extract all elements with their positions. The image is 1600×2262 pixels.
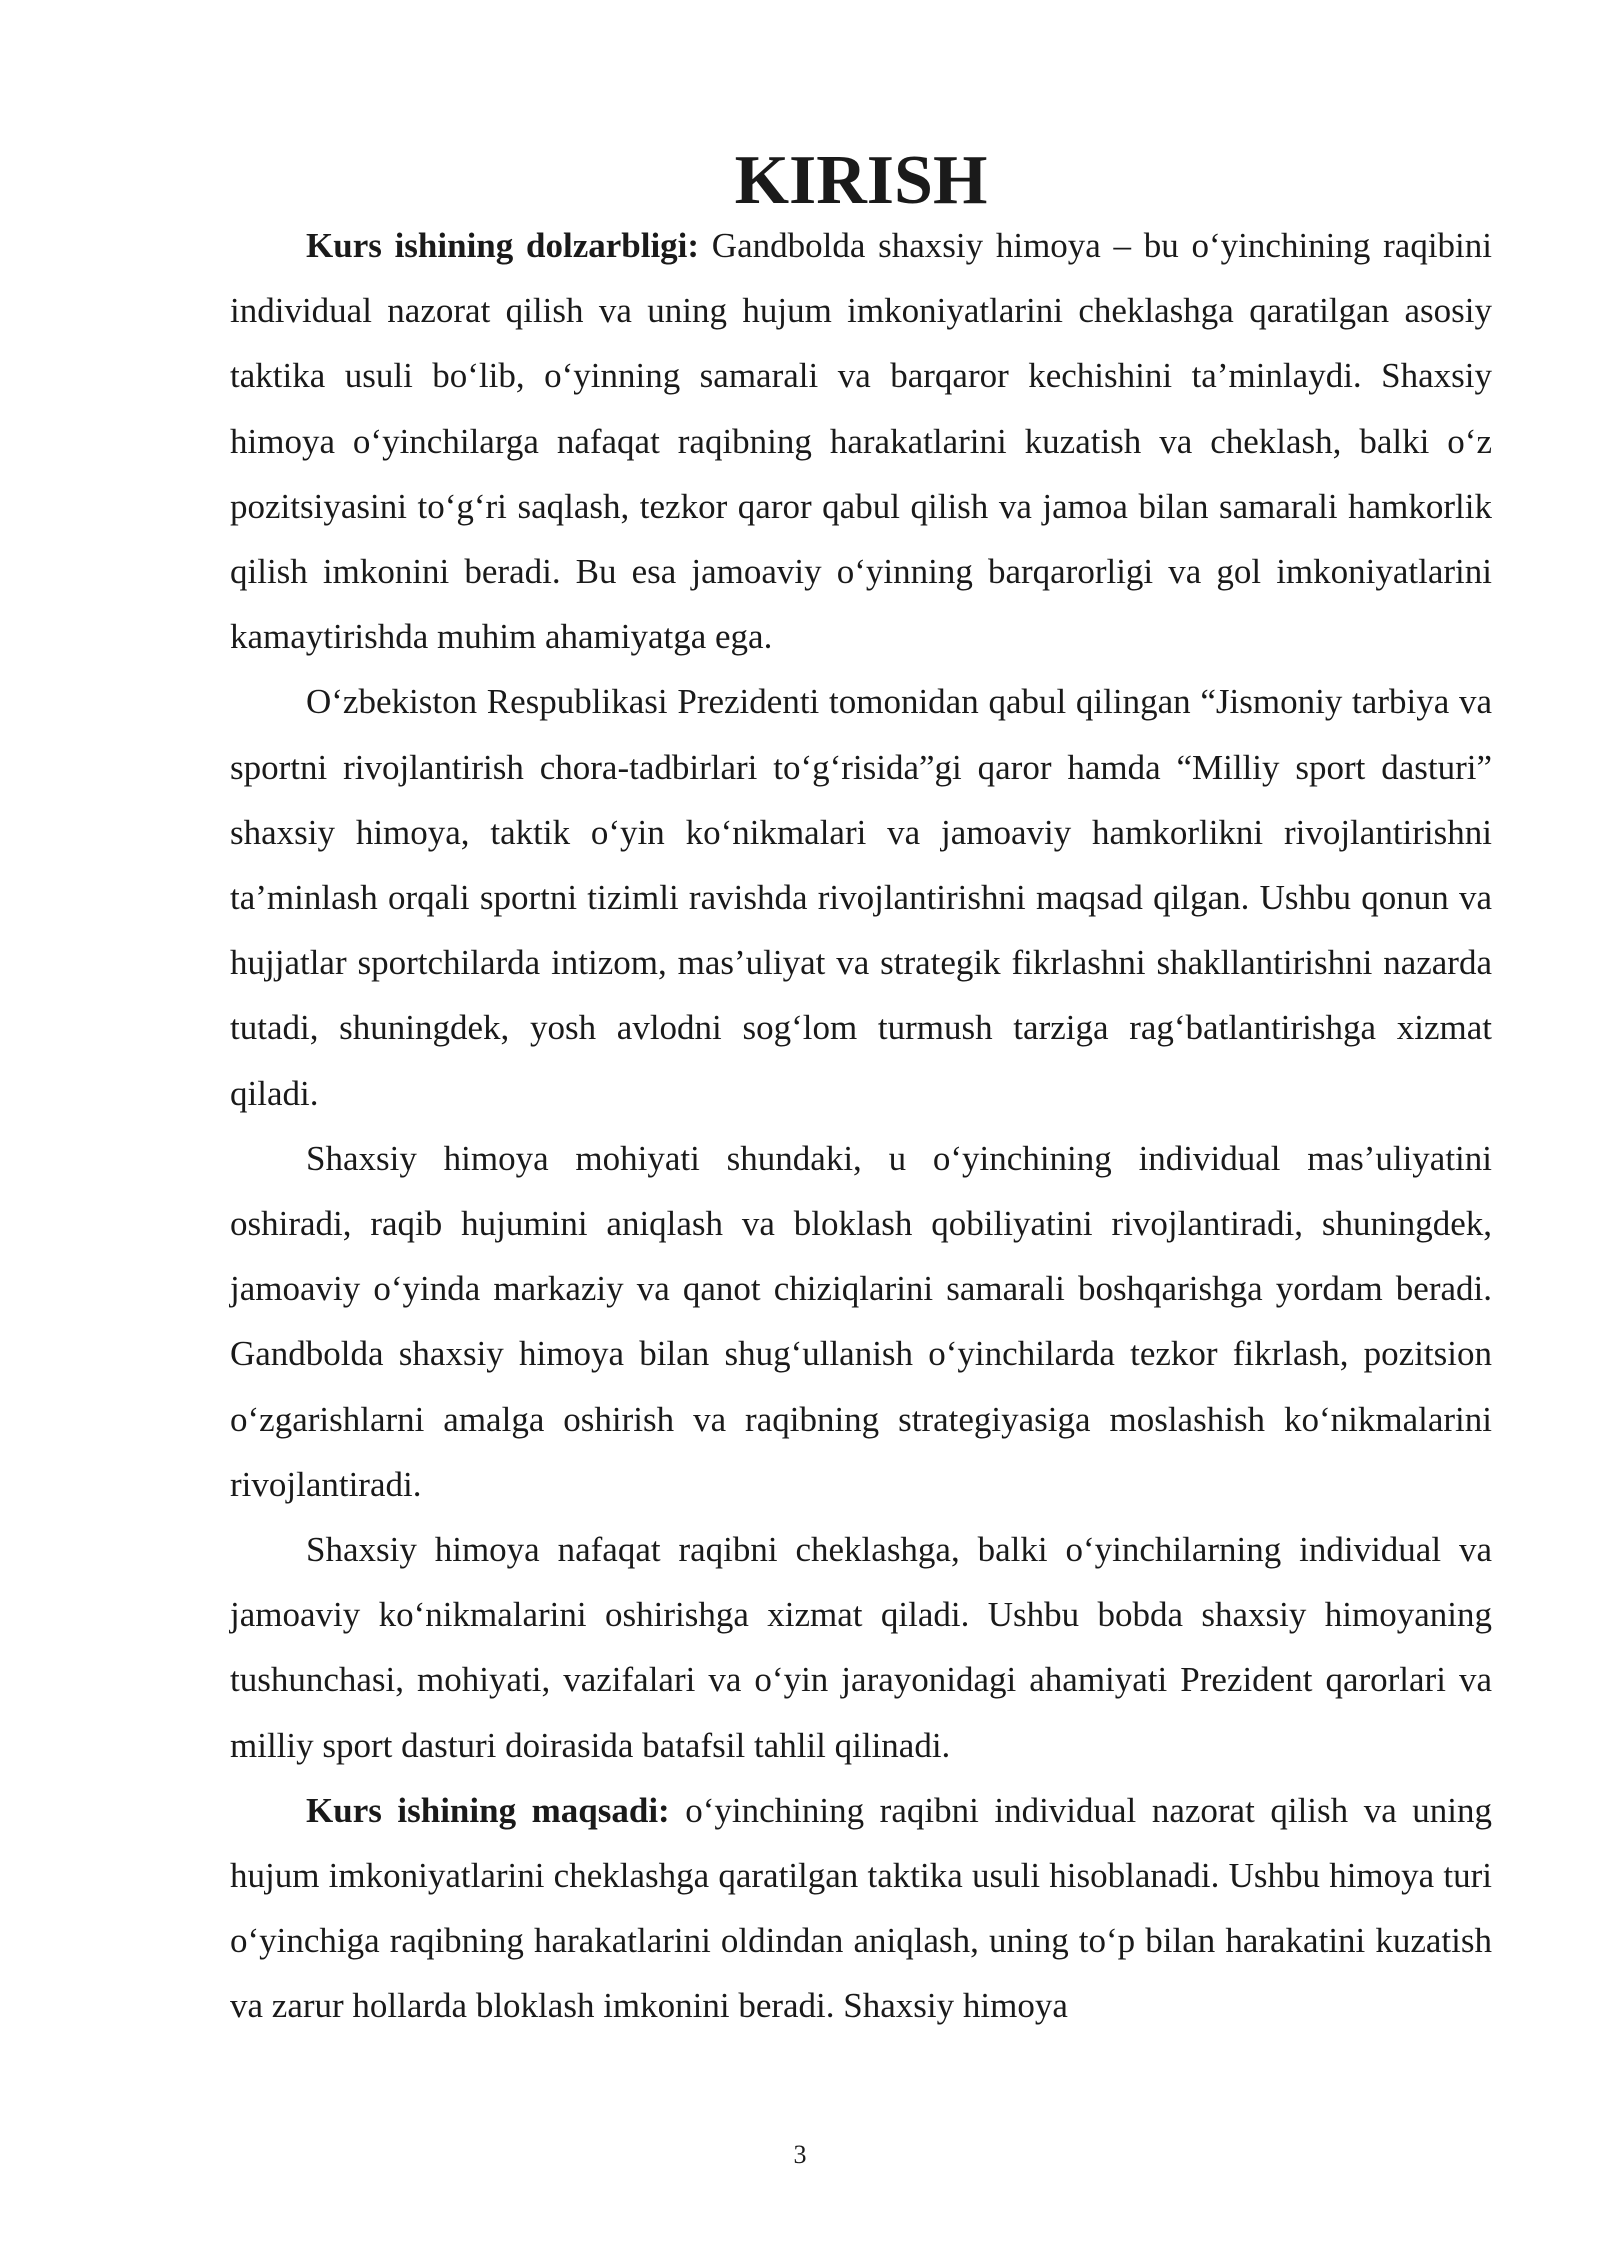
page-number: 3 [793, 2140, 807, 2169]
paragraph-text: Gandbolda shaxsiy himoya – bu o‘yinchining raqibini individual nazorat qilish va uning hujum imkoniyatlarini cheklashga qaratilgan asosiy taktika usuli bo‘lib, o‘yinning samarali va barqaror kechishini ta’minlaydi. Shaxsiy himoya o‘yinchilarga nafaqat raqibning harakatlarini kuzatish va cheklash, balki o‘z pozitsiyasini to‘g‘ri saqlash, tezkor qaror qabul qilish va jamoa bilan samarali hamkorlik qilish imkonini beradi. Bu esa jamoaviy o‘yinning barqarorligi va gol imkoniyatlarini kamaytirishda muhim ahamiyatga ega. [230, 226, 1492, 657]
paragraph-skills [230, 1517, 1492, 1778]
paragraph-lead: Kurs ishining maqsadi: [306, 1790, 670, 1830]
paragraph-text: O‘zbekiston Respublikasi Prezidenti tomonidan qabul qilingan “Jismoniy tarbiya va sportni rivojlantirish chora-tadbirlari to‘g‘risida”gi qaror hamda “Milliy sport dasturi” shaxsiy himoya, taktik o‘yin ko‘nikmalari va jamoaviy hamkorlikni rivojlantirishni ta’minlash orqali sportni tizimli ravishda rivojlantirishni maqsad qilgan. Ushbu qonun va hujjatlar sportchilarda intizom, mas’uliyat va strategik fikrlashni shakllantirishni nazarda tutadi, shuningdek, yosh avlodni sog‘lom turmush tarziga rag‘batlantirishga xizmat qiladi. [230, 682, 1492, 1113]
page-content [230, 142, 1493, 2039]
paragraph-text: Shaxsiy himoya nafaqat raqibni cheklashga, balki o‘yinchilarning individual va jamoaviy ko‘nikmalarini oshirishga xizmat qiladi. Ushbu bobda shaxsiy himoyaning tushunchasi, mohiyati, vazifalari va o‘yin jarayonidagi ahamiyati Prezident qarorlari va milliy sport dasturi doirasida batafsil tahlil qilinadi. [230, 1530, 1492, 1765]
paragraph-goal [230, 1778, 1492, 2039]
paragraph-lead: Kurs ishining dolzarbligi: [306, 226, 700, 265]
paragraph-text: o‘yinchining raqibni individual nazorat qilish va uning hujum imkoniyatlarini cheklashga qaratilgan taktika usuli hisoblanadi. Ushbu himoya turi o‘yinchiga raqibning harakatlarini oldindan aniqlash, uning to‘p bilan harakatini kuzatish va zarur hollarda bloklash imkonini beradi. Shaxsiy himoya [230, 1790, 1493, 2026]
section-title: KIRISH [734, 142, 988, 219]
paragraph-presidential-decree [230, 669, 1492, 1125]
paragraph-relevance [230, 213, 1492, 669]
paragraph-essence [230, 1126, 1492, 1517]
paragraph-text: Shaxsiy himoya mohiyati shundaki, u o‘yinchining individual mas’uliyatini oshiradi, raqib hujumini aniqlash va bloklash qobiliyatini rivojlantiradi, shuningdek, jamoaviy o‘yinda markaziy va qanot chiziqlarini samarali boshqarishga yordam beradi. Gandbolda shaxsiy himoya bilan shug‘ullanish o‘yinchilarda tezkor fikrlash, pozitsion o‘zgarishlarni amalga oshirish va raqibning strategiyasiga moslashish ko‘nikmalarini rivojlantiradi. [230, 1138, 1492, 1504]
